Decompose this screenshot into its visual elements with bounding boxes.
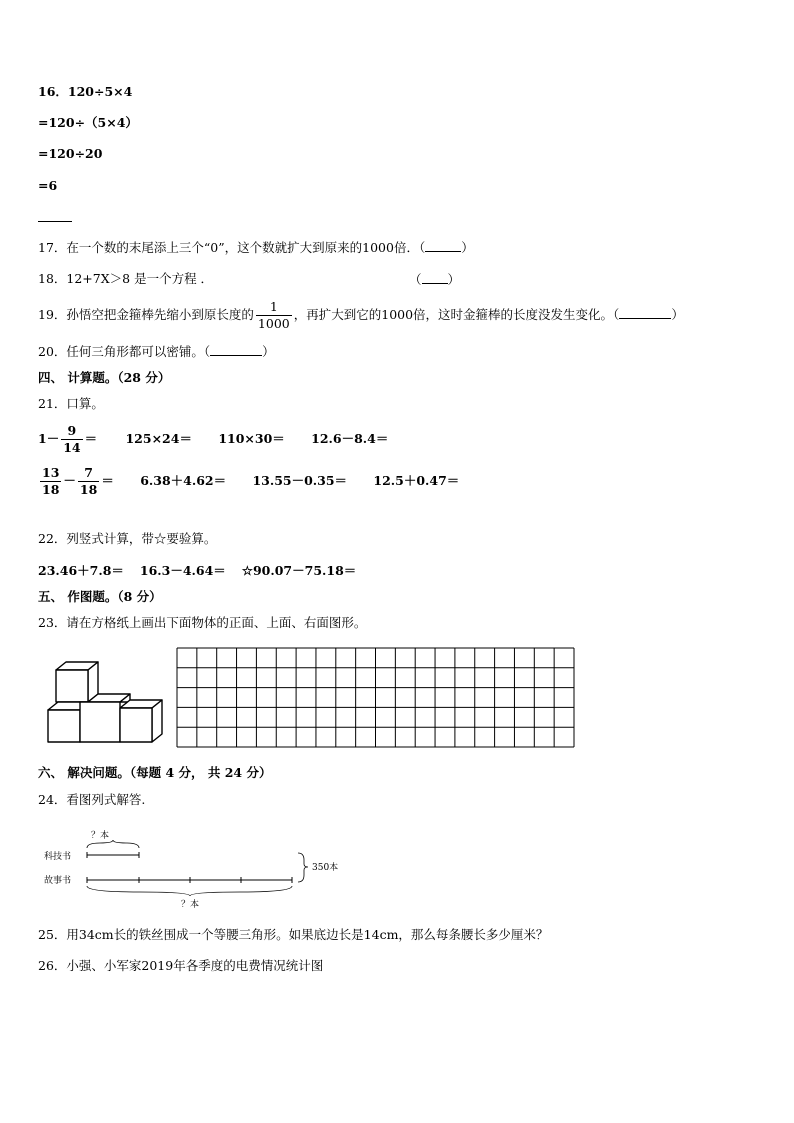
q20-text: 20．任何三角形都可以密铺。（ [38, 344, 211, 359]
q21-row1 [38, 422, 388, 456]
q19-answer-blank[interactable] [619, 306, 671, 319]
q18-bracket [409, 271, 460, 288]
fraction-numerator: 9 [61, 423, 82, 440]
q16-line3: =120÷20 [38, 146, 103, 161]
q20-close: ） [262, 344, 275, 359]
fraction-numerator: 13 [42, 465, 60, 480]
q21-title: 21．口算。 [38, 396, 104, 411]
fraction [40, 465, 61, 498]
q21-r1-c: 110×30＝ [218, 431, 285, 446]
q20 [38, 343, 275, 360]
q25: 25．用34cm长的铁丝围成一个等腰三角形。如果底边长是14cm，那么每条腰长多少厘米？ [38, 927, 549, 942]
q21-r2-b: 6.38＋4.62＝ [140, 473, 227, 488]
section-4-title: 四、 计算题。（28 分） [38, 370, 171, 385]
q21-r1-b: 125×24＝ [125, 431, 192, 446]
fraction-denominator: 1000 [257, 316, 290, 331]
line-segment-diagram [40, 826, 360, 912]
q21-r2-c: 13.55－0.35＝ [252, 473, 348, 488]
top-brace [87, 840, 139, 848]
fraction-denominator: 18 [79, 482, 98, 497]
q20-answer-blank[interactable] [210, 343, 262, 356]
q18-close: ） [447, 272, 461, 287]
section-5-title: 五、 作图题。（8 分） [38, 589, 162, 604]
q16-line2: =120÷（5×4） [38, 115, 138, 130]
q26: 26．小强、小军家2019年各季度的电费情况统计图 [38, 958, 324, 973]
grid-paper[interactable] [176, 647, 576, 749]
q21-r1-a-equals: ＝ [84, 431, 98, 446]
q22-title: 22．列竖式计算，带☆要验算。 [38, 531, 217, 546]
bottom-brace [87, 886, 292, 896]
label-science-books: 科技书 [44, 852, 72, 862]
q17-answer-blank[interactable] [425, 239, 461, 252]
q17-close: ） [461, 240, 474, 255]
fraction-denominator: 18 [42, 482, 60, 497]
fraction [256, 299, 292, 332]
q17-text: 17．在一个数的末尾添上三个“0”，这个数就扩大到原来的1000倍．（ [38, 240, 426, 255]
q19-text-before: 19．孙悟空把金箍棒先缩小到原长度的 [38, 307, 254, 322]
fraction [61, 423, 82, 456]
fraction-numerator: 1 [256, 299, 292, 316]
q22-row [38, 563, 356, 579]
q16-line4: =6 [38, 178, 58, 193]
total-label: 350本 [312, 863, 339, 873]
bottom-question-label: ？本 [180, 900, 200, 910]
answer-line [38, 221, 72, 222]
q24-title: 24．看图列式解答. [38, 792, 146, 807]
q18-text: 18．12+7X＞8 是一个方程 ． [38, 271, 214, 286]
q19-close: ） [671, 307, 684, 322]
q19 [38, 298, 684, 332]
q21-r2-a-operator: － [63, 473, 76, 488]
q21-r2-a-equals: ＝ [101, 473, 114, 488]
cubes-figure [44, 658, 176, 750]
q18 [38, 271, 213, 287]
q17 [38, 239, 474, 256]
q21-r1-d: 12.6－8.4＝ [311, 431, 389, 446]
right-brace [298, 853, 308, 882]
q22-b: 16.3－4.64＝ [139, 563, 226, 578]
q18-open: （ [409, 272, 422, 287]
q22-a: 23.46＋7.8＝ [38, 563, 124, 578]
q18-answer-blank[interactable] [422, 271, 448, 284]
fraction-denominator: 14 [63, 440, 81, 455]
section-6-title: 六、 解决问题。（每题 4 分， 共 24 分） [38, 765, 272, 780]
q19-text-after: ，再扩大到它的1000倍，这时金箍棒的长度没发生变化。（ [293, 307, 620, 322]
q21-r1-a-prefix: 1－ [38, 431, 60, 446]
label-story-books: 故事书 [44, 876, 72, 886]
q21-r2-d: 12.5＋0.47＝ [373, 473, 460, 488]
fraction-numerator: 7 [78, 465, 99, 482]
q23-title: 23．请在方格纸上画出下面物体的正面、上面、右面图形。 [38, 615, 367, 630]
top-question-label: ？本 [90, 831, 110, 841]
q16-line1: 16．120÷5×4 [38, 84, 133, 99]
fraction [78, 465, 99, 498]
q21-row2 [38, 464, 459, 498]
q22-c: ☆90.07－75.18＝ [241, 563, 357, 578]
